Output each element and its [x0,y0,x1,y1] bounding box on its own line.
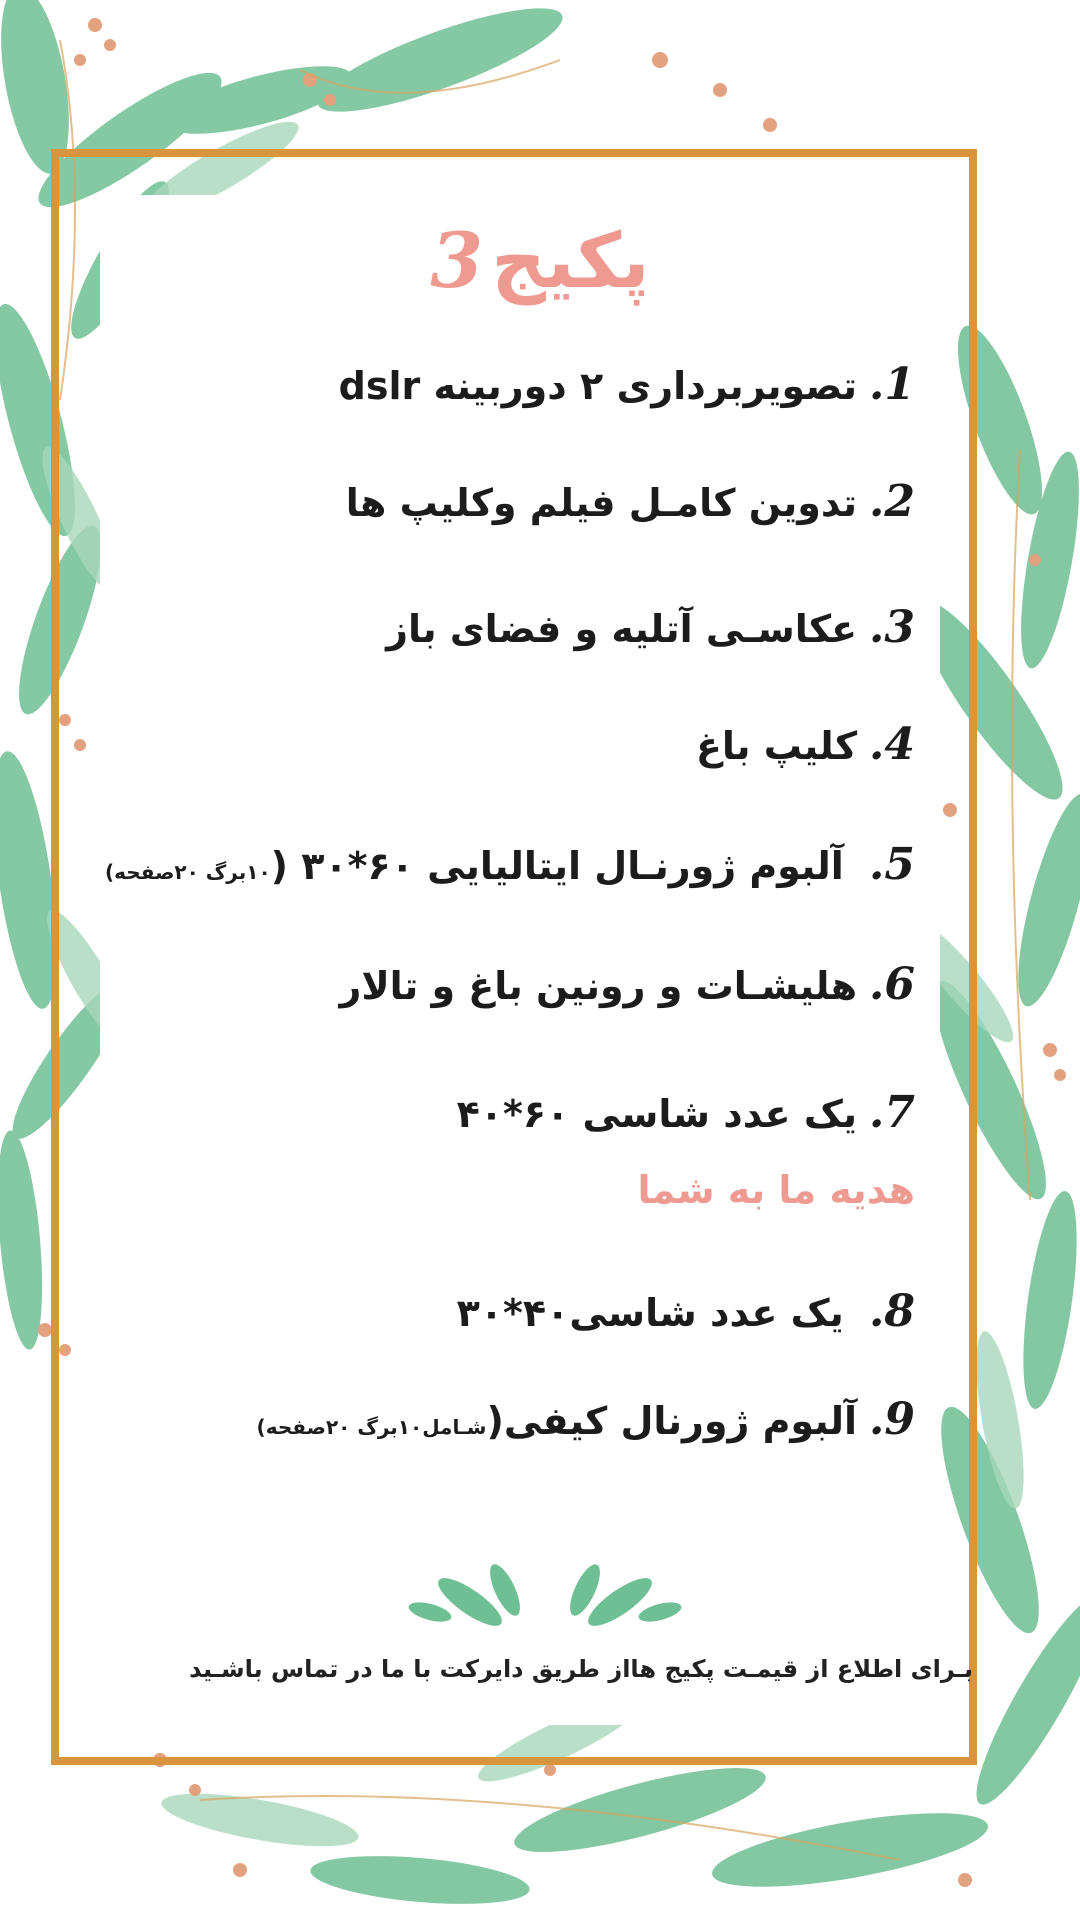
list-item [386,598,915,659]
package-title [340,200,740,320]
gift-heading: هدیه ما به شما [637,1168,915,1212]
list-item [457,1083,915,1144]
list-item [346,472,915,533]
item-text: هلیشـات و رونین باغ و تالار [339,964,858,1008]
item-note: ۱۰برگ ۲۰صفحه) [105,860,271,884]
item-note: شـامل۱۰برگ ۲۰صفحه) [256,1415,487,1439]
item-number: 9. [869,1394,915,1445]
list-item [339,355,915,416]
list-item [257,1390,915,1457]
item-number: 5. [869,839,915,890]
item-number: 7. [869,1087,915,1138]
item-number: 2. [869,476,915,527]
package-title-number: 3 [430,215,484,305]
item-number: 1. [869,359,915,410]
list-item [105,835,915,902]
item-text: آلبوم ژورنال کیفی( [486,1399,858,1443]
list-item [696,715,915,776]
package-title-word: پکیج [491,215,650,305]
item-text: کلیپ باغ [695,724,858,768]
item-text: عکاسـی آتلیه و فضای باز [386,607,858,651]
contact-footer: بـرای اطلاع از قیمـت پکیج هااز طریق دایرکت با ما در تماس باشـید [189,1655,973,1683]
item-number: 4. [869,719,915,770]
item-text: تدوین کامـل فیلم وکلیپ ها [345,481,858,525]
list-item [340,955,916,1016]
item-text: یک عدد شاسی۴۰*۳۰ [456,1291,858,1335]
item-number: 6. [869,959,915,1010]
list-item [457,1282,915,1343]
item-number: 8. [869,1286,915,1337]
item-number: 3. [869,602,915,653]
item-text: آلبوم ژورنـال ایتالیایی ۶۰*۳۰ ( [270,844,858,888]
item-text: تصویربرداری ۲ دوربینه dslr [338,364,858,408]
item-text: یک عدد شاسی ۶۰*۴۰ [456,1092,858,1136]
